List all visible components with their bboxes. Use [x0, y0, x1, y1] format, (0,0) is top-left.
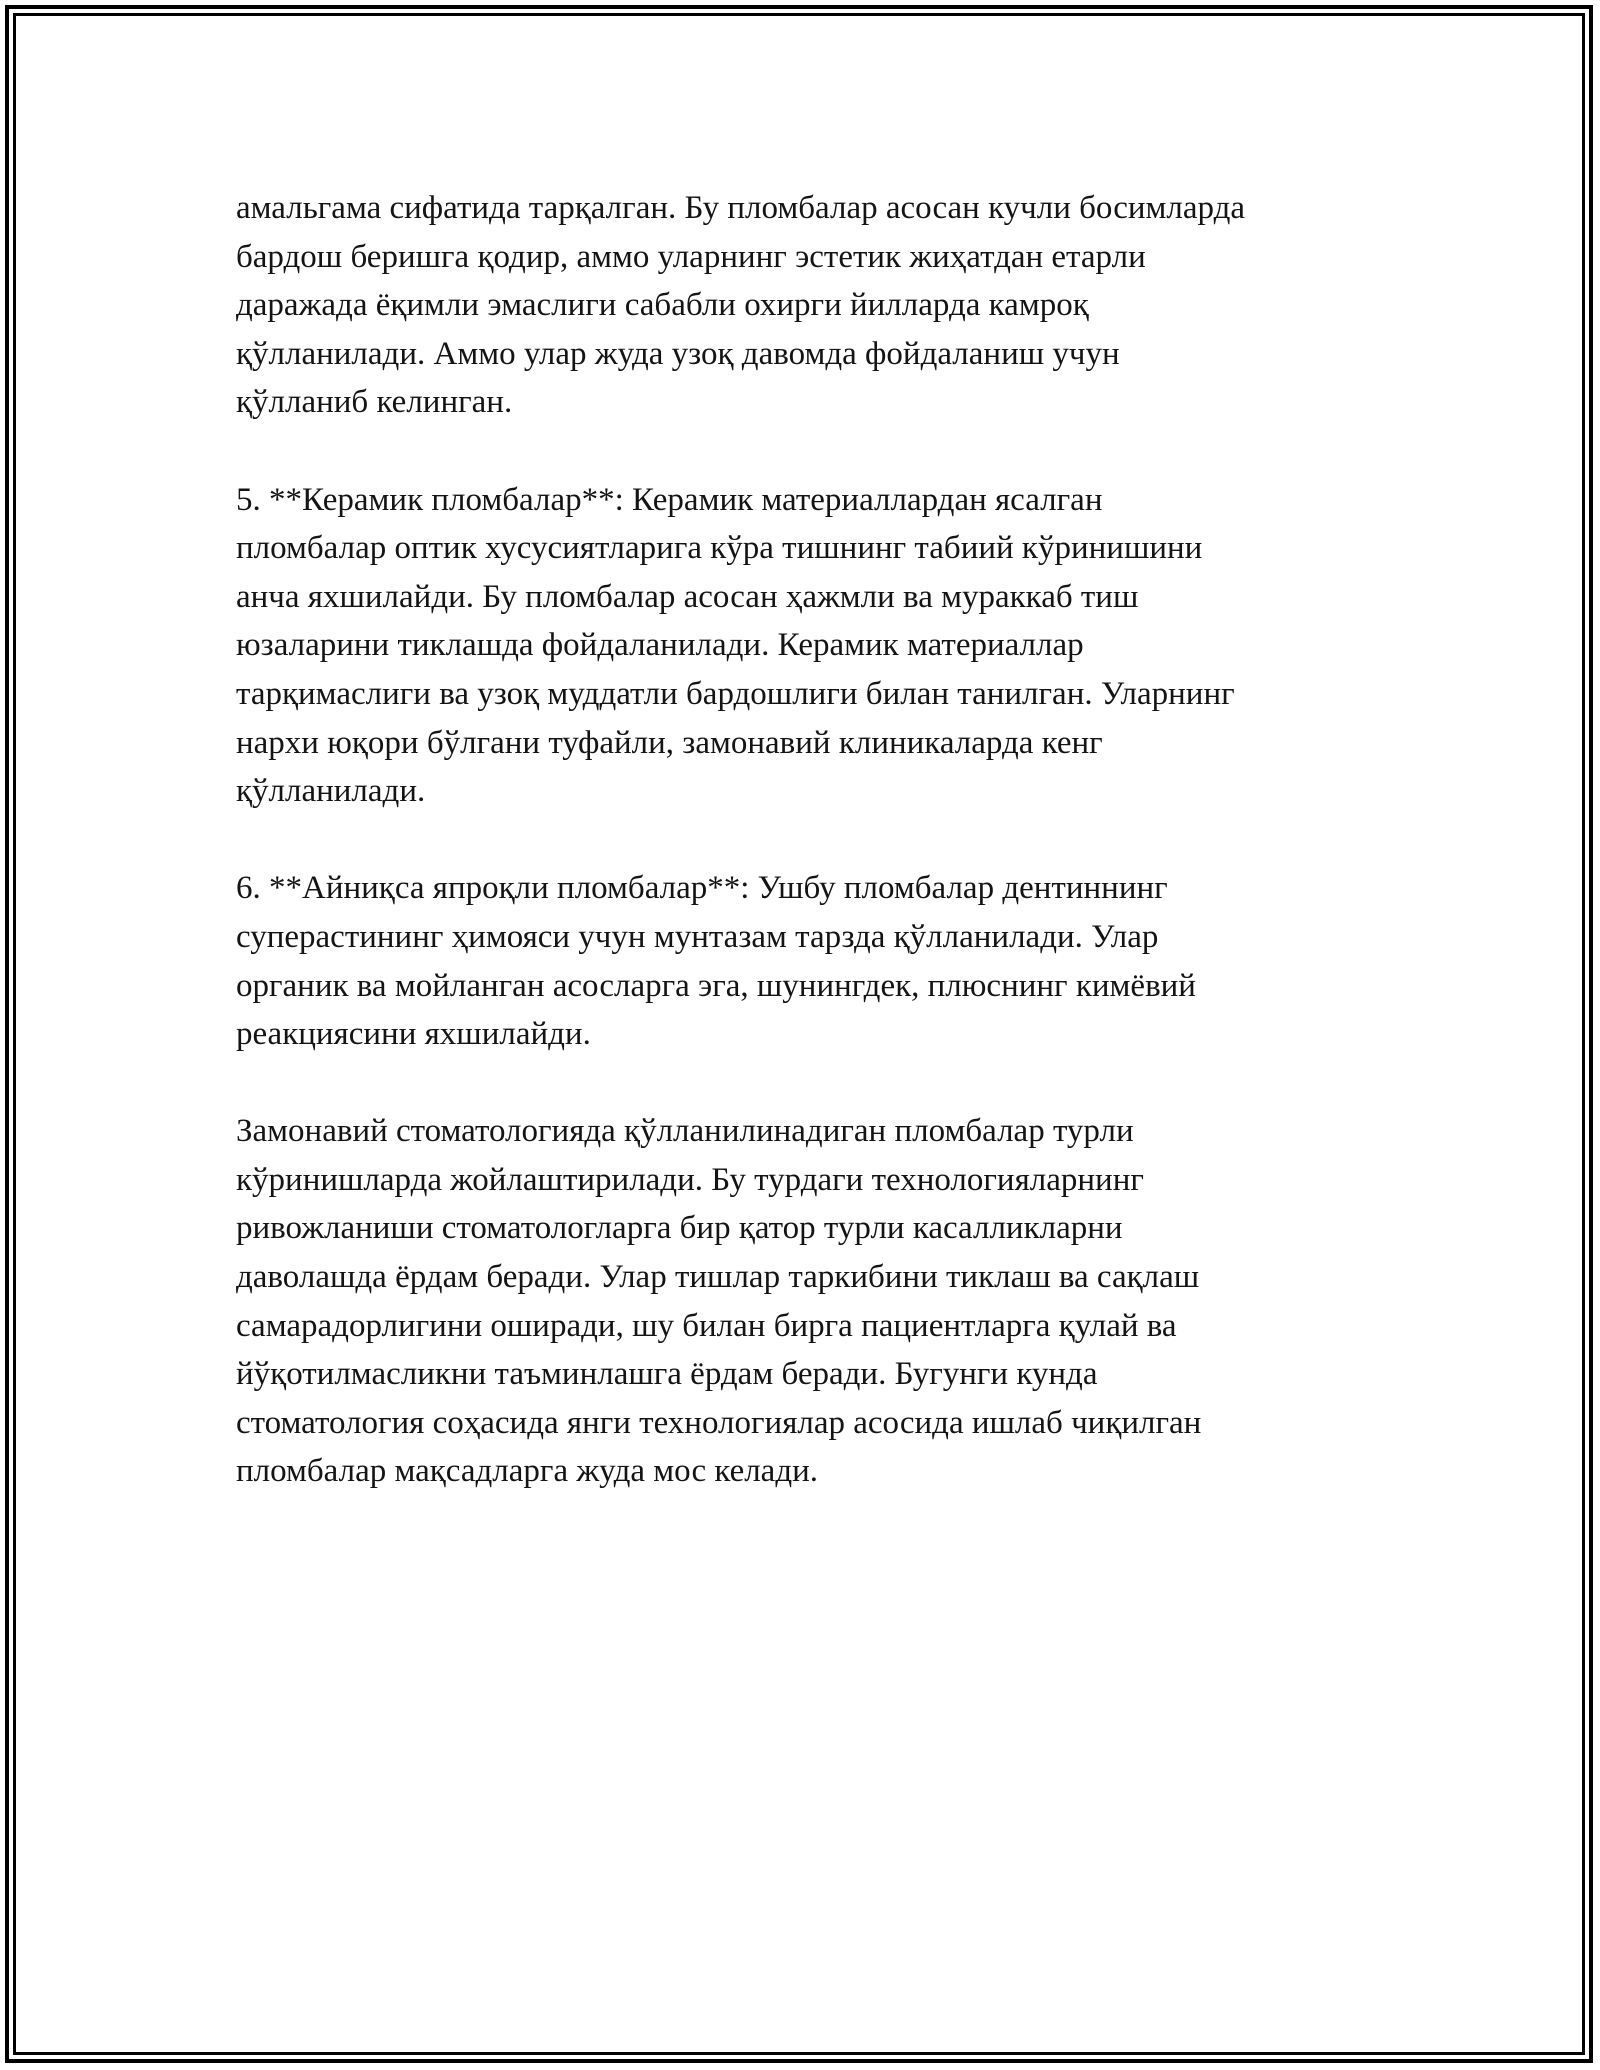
document-body — [236, 184, 1366, 1496]
paragraph-layered-fillings: 6. **Айниқса япроқли пломбалар**: Ушбу пломбалар дентиннинг суперастининг ҳимояси учун мунтазам тарзда қўлланилади. Улар органик ва мойланган асосларга эга, шунингдек, плюснинг кимёвий реакциясини яхшилайди. — [236, 870, 1196, 1053]
paragraph-ceramic-fillings: 5. **Керамик пломбалар**: Керамик материаллардан ясалган пломбалар оптик хусусиятларига кўра тишнинг табиий кўринишини анча яхшилайди. Бу пломбалар асосан ҳажмли ва мураккаб тиш юзаларини тиклашда фойдаланилади. Керамик материаллар тарқимаслиги ва узоқ муддатли бардошлиги билан танилган. Уларнинг нархи юқори бўлгани туфайли, замонавий клиникаларда кенг қўлланилади. — [236, 481, 1235, 810]
paragraph-amalgam-continuation: амальгама сифатида тарқалган. Бу пломбалар асосан кучли босимларда бардош беришга қодир, аммо уларнинг эстетик жиҳатдан етарли даражада ёқимли эмаслиги сабабли охирги йилларда камроқ қўлланилади. Аммо улар жуда узоқ давомда фойдаланиш учун қўлланиб келинган. — [236, 190, 1246, 421]
paragraph-conclusion: Замонавий стоматологияда қўлланилинадиган пломбалар турли кўринишларда жойлаштирилади. Бу турдаги технологияларнинг ривожланиши стоматологларга бир қатор турли касалликларни даволашда ёрдам беради. Улар тишлар таркибини тиклаш ва сақлаш самарадорлигини оширади, шу билан бирга пациентларга қулай ва йўқотилмасликни таъминлашга ёрдам беради. Бугунги кунда стоматология соҳасида янги технологиялар асосида ишлаб чиқилган пломбалар мақсадларга жуда мос келади. — [236, 1113, 1202, 1490]
